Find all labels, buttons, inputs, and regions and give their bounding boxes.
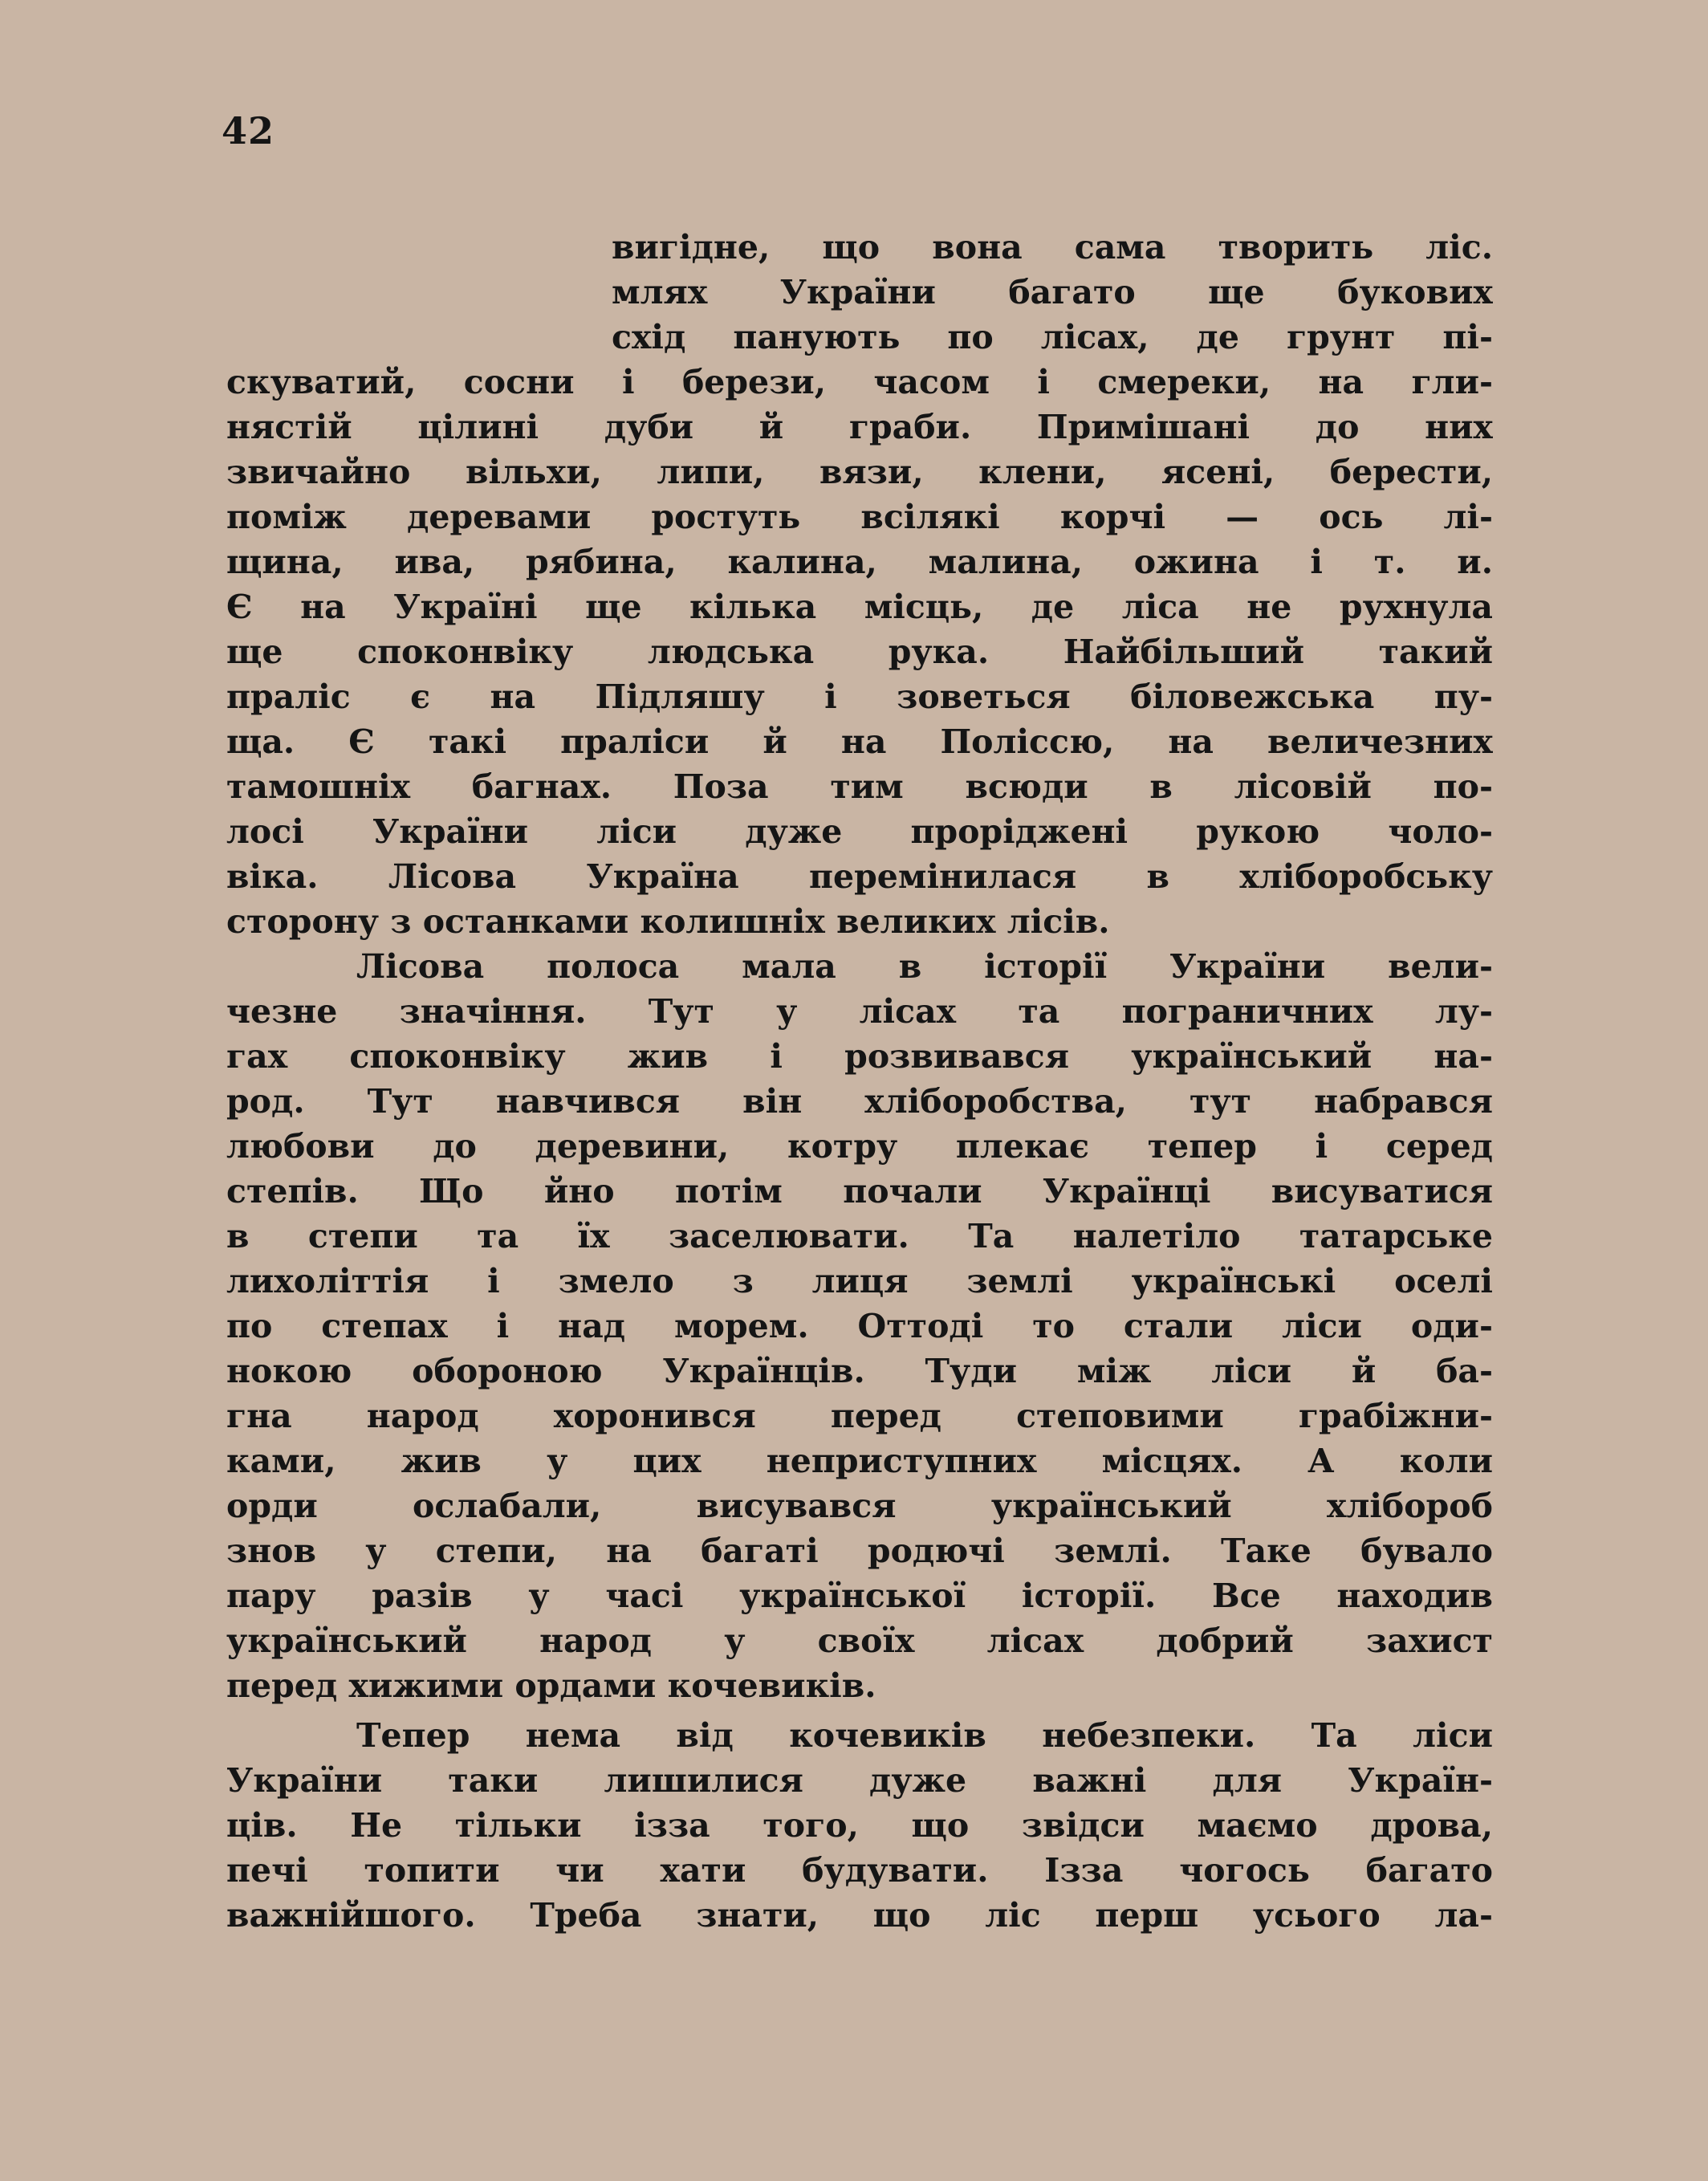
text-line: орди ослабали, висувався український хлібороб — [226, 1487, 1493, 1525]
text-line: поміж деревами ростуть всілякі корчі — ось лі- — [226, 498, 1493, 536]
text-line: нястій цілині дуби й граби. Примішані до них — [226, 408, 1493, 446]
text-line: по степах і над морем. Оттоді то стали ліси оди- — [226, 1307, 1493, 1345]
text-line: скуватий, сосни і берези, часом і смереки, на гли- — [226, 363, 1493, 401]
text-line: праліс є на Підляшу і зоветься біловежська пу- — [226, 677, 1493, 716]
text-line: печі топити чи хати будувати. Ізза чогось багато — [226, 1851, 1493, 1890]
text-line: ще споконвіку людська рука. Найбільший такий — [226, 633, 1493, 671]
text-line: України таки лишилися дуже важні для Україн- — [226, 1761, 1493, 1800]
text-line: тамошніх багнах. Поза тим всюди в лісовій по- — [226, 767, 1493, 806]
text-line: лосі України ліси дуже проріджені рукою чоло- — [226, 812, 1493, 851]
text-line: перед хижими ордами кочевиків. — [226, 1666, 876, 1705]
text-line: чезне значіння. Тут у лісах та пограничних лу- — [226, 992, 1493, 1031]
text-line: звичайно вільхи, липи, вязи, клени, ясені, берести, — [226, 453, 1493, 491]
text-line: гна народ хоронився перед степовими грабіжни- — [226, 1397, 1493, 1435]
text-line: Тепер нема від кочевиків небезпеки. Та ліси — [356, 1716, 1493, 1755]
text-line: нокою обороною Українців. Туди між ліси й ба- — [226, 1352, 1493, 1390]
text-line: віка. Лісова Україна перемінилася в хліборобську — [226, 857, 1493, 896]
text-line: пару разів у часі української історії. Все находив — [226, 1577, 1493, 1615]
text-line: український народ у своїх лісах добрий захист — [226, 1622, 1493, 1660]
text-line: Лісова полоса мала в історії України вели- — [356, 947, 1493, 986]
text-line: гах споконвіку жив і розвивався український на- — [226, 1037, 1493, 1076]
text-line: ща. Є такі праліси й на Поліссю, на величезних — [226, 722, 1493, 761]
text-line: схід панують по лісах, де грунт пі- — [612, 318, 1493, 356]
text-line: щина, ива, рябина, калина, малина, ожина і т. и. — [226, 543, 1493, 581]
body-text — [226, 225, 1493, 1938]
page-number: 42 — [222, 109, 275, 153]
text-line: важнійшого. Треба знати, що ліс перш усього ла- — [226, 1896, 1493, 1935]
text-line: Є на Україні ще кілька місць, де ліса не рухнула — [226, 588, 1493, 626]
text-line: род. Тут навчився він хліборобства, тут набрався — [226, 1082, 1493, 1121]
text-line: вигідне, що вона сама творить ліс. — [612, 228, 1493, 267]
text-line: любови до деревини, котру плекає тепер і серед — [226, 1127, 1493, 1166]
text-line: лихоліттія і змело з лиця землі українські оселі — [226, 1262, 1493, 1300]
text-line: степів. Що йно потім почали Українці висуватися — [226, 1172, 1493, 1211]
text-line: знов у степи, на багаті родючі землі. Таке бувало — [226, 1532, 1493, 1570]
text-line: сторону з останками колишніх великих лісів. — [226, 902, 1110, 941]
text-line: ців. Не тільки ізза того, що звідси маємо дрова, — [226, 1806, 1493, 1845]
text-line: млях України багато ще букових — [612, 273, 1493, 311]
text-line: ками, жив у цих неприступних місцях. А коли — [226, 1442, 1493, 1480]
text-line: в степи та їх заселювати. Та налетіло татарське — [226, 1217, 1493, 1255]
